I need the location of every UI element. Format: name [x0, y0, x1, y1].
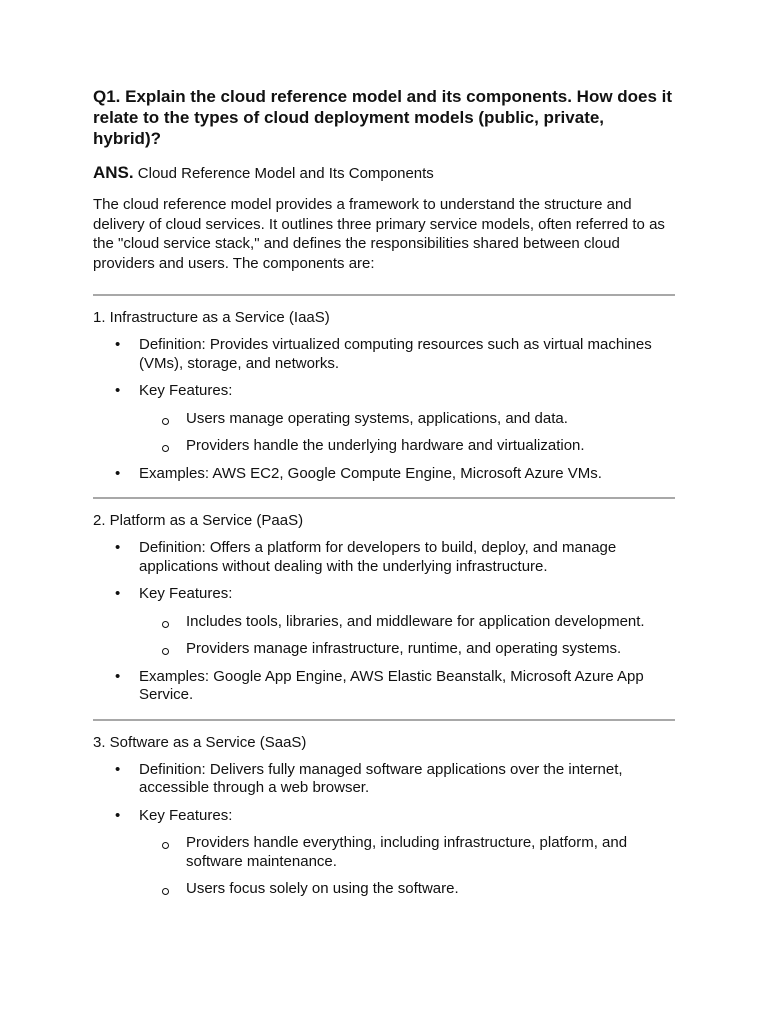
circle-bullet-icon	[162, 888, 169, 895]
definition-text: Definition: Delivers fully managed software applications over the internet, accessible through a web browser.	[139, 760, 623, 796]
section-title: 3. Software as a Service (SaaS)	[93, 733, 307, 751]
document-page	[93, 86, 675, 908]
feature-text: Providers handle everything, including infrastructure, platform, and software maintenance.	[186, 834, 628, 870]
list-item	[93, 382, 675, 456]
key-features-label: Key Features:	[139, 382, 233, 399]
bullet-icon: •	[115, 382, 121, 399]
sub-bullet-list	[139, 834, 675, 899]
section-paas	[93, 511, 675, 705]
bullet-icon: •	[115, 585, 121, 602]
key-features-label: Key Features:	[139, 806, 233, 824]
question-heading: Q1. Explain the cloud reference model and its components. How does it relate to the types of cloud deployment models (public, private, hybrid)?	[93, 87, 673, 148]
list-item	[139, 880, 675, 899]
examples-text: Examples: AWS EC2, Google Compute Engine, Microsoft Azure VMs.	[139, 464, 602, 482]
examples-text: Examples: Google App Engine, AWS Elastic Beanstalk, Microsoft Azure App Service.	[139, 667, 644, 703]
answer-line	[93, 163, 675, 184]
bullet-icon: •	[115, 336, 121, 353]
bullet-icon: •	[115, 806, 121, 824]
list-item	[139, 410, 675, 429]
section-saas	[93, 733, 675, 899]
sub-bullet-list	[139, 613, 675, 659]
list-item	[93, 761, 675, 798]
list-item	[139, 613, 675, 632]
list-item	[93, 585, 675, 659]
feature-text: Users focus solely on using the software.	[186, 880, 459, 897]
bullet-icon: •	[115, 667, 121, 685]
circle-bullet-icon	[162, 621, 169, 628]
section-divider	[93, 497, 675, 499]
section-iaas	[93, 308, 675, 483]
section-title: 1. Infrastructure as a Service (IaaS)	[93, 309, 330, 326]
circle-bullet-icon	[162, 648, 169, 655]
intro-paragraph: The cloud reference model provides a framework to understand the structure and delivery of cloud services. It outlines three primary service models, often referred to as the "cloud service stack," and defines the responsibilities shared between cloud providers and users. The components are:	[93, 196, 665, 272]
list-item	[93, 807, 675, 899]
bullet-list	[93, 539, 675, 705]
feature-text: Includes tools, libraries, and middleware for application development.	[186, 612, 645, 630]
section-divider	[93, 294, 675, 296]
definition-text: Definition: Offers a platform for developers to build, deploy, and manage applications without dealing with the underlying infrastructure.	[139, 539, 617, 575]
section-divider	[93, 719, 675, 721]
section-title: 2. Platform as a Service (PaaS)	[93, 512, 304, 529]
feature-text: Providers handle the underlying hardware and virtualization.	[186, 437, 585, 454]
list-item	[139, 437, 675, 456]
list-item	[93, 336, 675, 373]
circle-bullet-icon	[162, 418, 169, 425]
answer-heading: Cloud Reference Model and Its Components	[137, 165, 434, 182]
list-item	[93, 539, 675, 576]
bullet-icon: •	[115, 760, 121, 778]
answer-label: ANS.	[93, 163, 134, 182]
list-item	[93, 465, 675, 484]
feature-text: Users manage operating systems, applications, and data.	[186, 409, 568, 427]
feature-text: Providers manage infrastructure, runtime, and operating systems.	[186, 640, 622, 657]
list-item	[139, 834, 675, 871]
definition-text: Definition: Provides virtualized computing resources such as virtual machines (VMs), storage, and networks.	[139, 336, 652, 372]
bullet-list	[93, 761, 675, 899]
bullet-icon: •	[115, 539, 121, 556]
bullet-list	[93, 336, 675, 483]
list-item	[139, 640, 675, 659]
bullet-icon: •	[115, 464, 121, 482]
circle-bullet-icon	[162, 842, 169, 849]
list-item	[93, 668, 675, 705]
sub-bullet-list	[139, 410, 675, 456]
key-features-label: Key Features:	[139, 585, 233, 602]
circle-bullet-icon	[162, 445, 169, 452]
